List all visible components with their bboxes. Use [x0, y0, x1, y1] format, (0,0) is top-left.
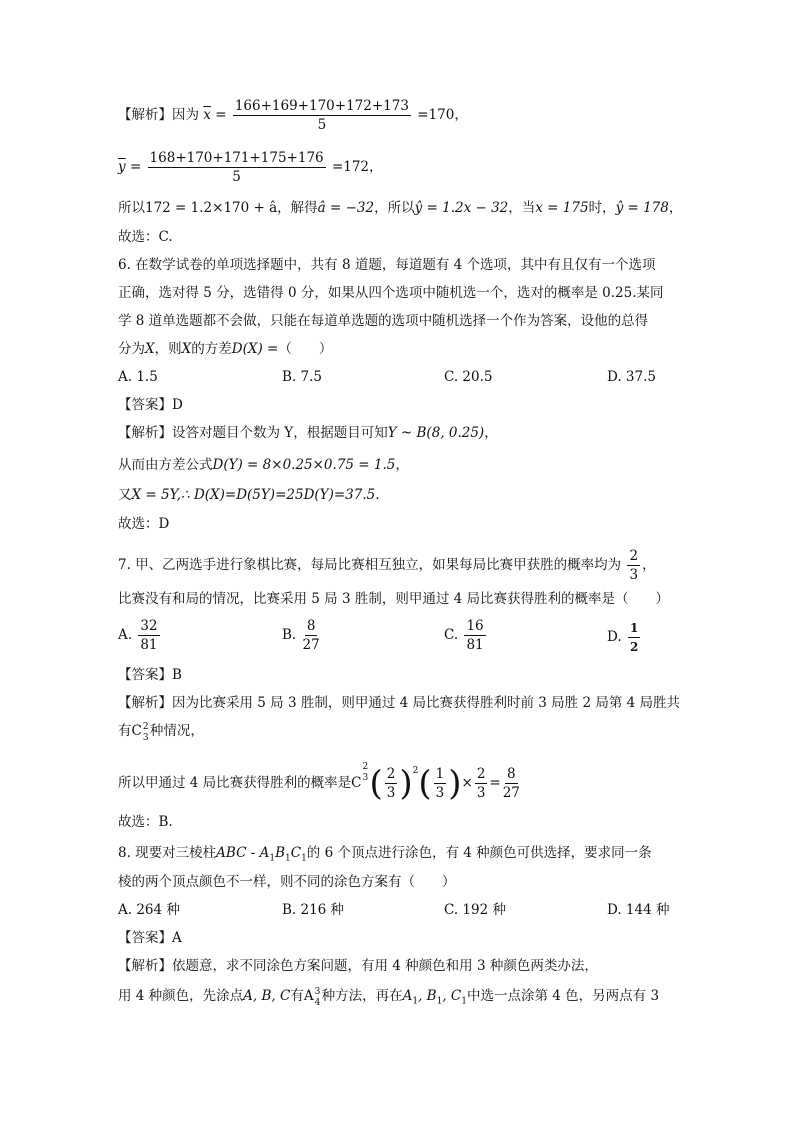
subscript: 1	[269, 853, 276, 864]
blank: （ ）	[278, 341, 333, 357]
denominator: 3	[386, 785, 396, 801]
denominator: 3	[476, 785, 486, 801]
formula: ŷ = 178	[615, 200, 669, 216]
y-bar: $\overline{y}$	[118, 159, 126, 175]
q8-solution-1: 【解析】依题意，求不同涂色方案问题，有用 4 种颜色和用 3 种颜色两类办法，	[118, 958, 598, 974]
point: , B	[418, 988, 437, 1004]
numerator: 166+169+170+172+173	[234, 98, 409, 114]
text: 有	[118, 723, 132, 739]
punct: ，	[642, 557, 656, 573]
formula: ŷ = 1.2x − 32	[414, 200, 509, 216]
option-letter: D.	[607, 629, 622, 645]
q6-option-c: C. 20.5	[444, 369, 493, 385]
combination-indices	[142, 722, 150, 743]
q6-solution-3	[118, 486, 380, 504]
q7-option-a	[118, 618, 162, 653]
numerator: 1	[435, 766, 445, 782]
subscript: 3	[362, 773, 369, 783]
q7-line1	[118, 548, 656, 583]
subscript: 1	[301, 853, 307, 864]
option-letter: C.	[444, 627, 459, 643]
numerator: 16	[466, 618, 484, 634]
q8-line1	[118, 844, 652, 868]
text: 8. 现要对三棱柱	[118, 845, 217, 861]
text: 7. 甲、乙两选手进行象棋比赛，每局比赛相互独立，如果每局比赛甲获胜的概率均为	[118, 557, 622, 573]
punct: ，	[484, 425, 498, 441]
fraction	[503, 766, 520, 801]
text: 因为	[172, 107, 199, 123]
q8-option-d: D. 144 种	[607, 902, 670, 918]
fraction	[475, 766, 488, 801]
subscript: 3	[142, 733, 149, 743]
conclusion-c: 故选：C.	[118, 229, 173, 245]
punct: ，	[454, 107, 468, 123]
text: 用 4 种颜色，先涂点	[118, 988, 244, 1004]
text: 的 6 个顶点进行涂色，有 4 种颜色可供选择，要求同一条	[306, 845, 652, 861]
analysis-tag: 【解析】	[118, 107, 172, 123]
option-letter: A.	[118, 627, 133, 643]
combination-c: C	[131, 723, 142, 739]
left-paren: (	[418, 763, 432, 804]
points: A, B, C	[243, 988, 291, 1004]
numerator: 32	[140, 618, 158, 634]
text: 又	[118, 487, 132, 503]
analysis-line-ybar	[118, 150, 383, 185]
q6-solution-2	[118, 456, 409, 474]
var-x: X	[181, 341, 192, 357]
punct: ，	[668, 200, 683, 216]
conclusion-b: 故选：B.	[118, 814, 173, 830]
superscript: 2	[362, 762, 369, 772]
text: 从而由方差公式	[118, 457, 213, 473]
equals: =	[215, 107, 227, 123]
q6-line2: 正确，选对得 5 分，选错得 0 分，如果从四个选项中随机选一个，选对的概率是 0.25.某同	[118, 285, 664, 301]
formula: X = 5Y,∴ D(X)=D(5Y)=25D(Y)=37.5	[131, 487, 376, 503]
formula: 172 = 1.2×170 + â	[145, 200, 278, 216]
numerator: 2	[629, 548, 639, 564]
result: =172	[331, 159, 370, 175]
subscript: 1	[461, 996, 467, 1007]
formula: x = 175	[535, 200, 589, 216]
q6-line4	[118, 340, 332, 358]
q8-answer: 【答案】A	[118, 930, 182, 946]
q6-line1: 6. 在数学试卷的单项选择题中，共有 8 道题，每道题有 4 个选项，其中有且仅有一个选项	[118, 257, 656, 273]
q6-answer: 【答案】D	[118, 397, 183, 413]
equals: =	[489, 775, 501, 791]
denominator: 27	[502, 785, 520, 801]
formula: Y ~ B(8, 0.25)	[387, 425, 485, 441]
subscript: 4	[314, 998, 321, 1008]
combination-indices	[362, 762, 370, 783]
denominator: 27	[302, 637, 320, 653]
conclusion-d: 故选：D	[118, 516, 170, 532]
q6-option-d: D. 37.5	[607, 369, 656, 385]
fraction	[385, 766, 398, 801]
q7-option-c	[444, 618, 488, 653]
prism-name: ABC - A	[216, 845, 270, 861]
fraction	[628, 620, 640, 655]
text: 分为	[118, 341, 145, 357]
fraction	[464, 618, 485, 653]
denominator: 5	[317, 117, 327, 133]
text: ，所以	[374, 200, 415, 216]
text: 所以	[118, 200, 145, 216]
punct: ，	[395, 457, 409, 473]
formula: â = −32	[317, 200, 375, 216]
option-letter: B.	[282, 627, 297, 643]
analysis-line-xbar	[118, 98, 468, 133]
text: 的方差	[191, 341, 232, 357]
q7-solution-1: 【解析】因为比赛采用 5 局 3 胜制，则甲通过 4 局比赛获得胜利时前 3 局胜 2 局第 4 局胜共	[118, 695, 681, 711]
denominator: 81	[466, 637, 484, 653]
subscript: 1	[412, 996, 419, 1007]
numerator: 8	[507, 766, 516, 782]
arrangement-a: A	[303, 988, 314, 1004]
q6-option-b: B. 7.5	[282, 369, 322, 385]
text: 种情况，	[149, 723, 204, 739]
prism-name: C	[290, 845, 302, 861]
result: =170	[417, 107, 455, 123]
denominator: 2	[629, 640, 639, 654]
text: 有	[290, 988, 304, 1004]
q8-option-c: C. 192 种	[444, 902, 506, 918]
q7-solution-3	[118, 762, 522, 804]
q6-line3: 学 8 道单选题都不会做，只能在每道单选题的选项中随机选择一个作为答案，设他的总得	[118, 313, 649, 329]
text: 所以甲通过 4 局比赛获得胜利的概率是	[118, 775, 352, 791]
formula: D(X) =	[231, 341, 279, 357]
fraction-y	[148, 150, 326, 185]
text: ，则	[154, 341, 182, 357]
analysis-line-regression	[118, 199, 682, 217]
numerator: 8	[306, 618, 316, 634]
superscript: 3	[314, 987, 321, 997]
fraction-two-thirds	[627, 548, 640, 583]
prism-name: B	[275, 845, 285, 861]
q7-solution-2	[118, 722, 204, 743]
fraction	[303, 618, 320, 653]
denominator: 5	[232, 169, 241, 185]
q7-option-d	[607, 620, 642, 655]
superscript: 2	[142, 722, 149, 732]
text: ，解得	[277, 200, 318, 216]
equals: =	[129, 159, 142, 175]
numerator: 1	[628, 620, 640, 638]
exponent: 2	[412, 766, 419, 776]
text: ，当	[508, 200, 536, 216]
q6-solution-1	[118, 424, 498, 442]
point: , C	[442, 988, 462, 1004]
arrangement-indices	[314, 987, 322, 1008]
x-bar: $\overline{x}$	[203, 107, 211, 123]
left-paren: (	[369, 763, 383, 804]
denominator: 81	[140, 637, 158, 653]
denominator: 3	[629, 567, 639, 583]
right-paren: )	[448, 763, 462, 804]
q8-solution-2	[118, 987, 659, 1011]
q7-answer: 【答案】B	[118, 667, 182, 683]
text: 时，	[588, 200, 616, 216]
times: ×	[461, 775, 473, 791]
subscript: 1	[436, 996, 443, 1007]
q7-option-b	[282, 618, 322, 653]
punct: .	[375, 487, 380, 503]
subscript: 1	[284, 853, 291, 864]
fraction-x	[233, 98, 411, 133]
q8-option-b: B. 216 种	[282, 902, 345, 918]
fraction	[138, 618, 159, 653]
q8-option-a: A. 264 种	[118, 902, 180, 918]
text: 中选一点涂第 4 色，另两点有 3	[466, 988, 660, 1004]
punct: ，	[369, 159, 383, 175]
combination-c: C	[351, 775, 362, 791]
numerator: 2	[476, 766, 486, 782]
point: A	[402, 988, 413, 1004]
formula: D(Y) = 8×0.25×0.75 = 1.5	[212, 457, 396, 473]
q8-line2: 棱的两个顶点颜色不一样，则不同的涂色方案有（ ）	[118, 874, 456, 890]
text: 【解析】设答对题目个数为 Y，根据题目可知	[118, 425, 388, 441]
denominator: 3	[435, 785, 445, 801]
fraction	[434, 766, 447, 801]
var-x: X	[145, 341, 155, 357]
right-paren: )	[399, 763, 413, 804]
q6-option-a: A. 1.5	[118, 369, 158, 385]
numerator: 2	[386, 766, 396, 782]
text: 种方法，再在	[321, 988, 403, 1004]
numerator: 168+170+171+175+176	[149, 150, 324, 166]
q7-line2: 比赛没有和局的情况，比赛采用 5 局 3 胜制，则甲通过 4 局比赛获得胜利的概率是（ ）	[118, 591, 670, 607]
